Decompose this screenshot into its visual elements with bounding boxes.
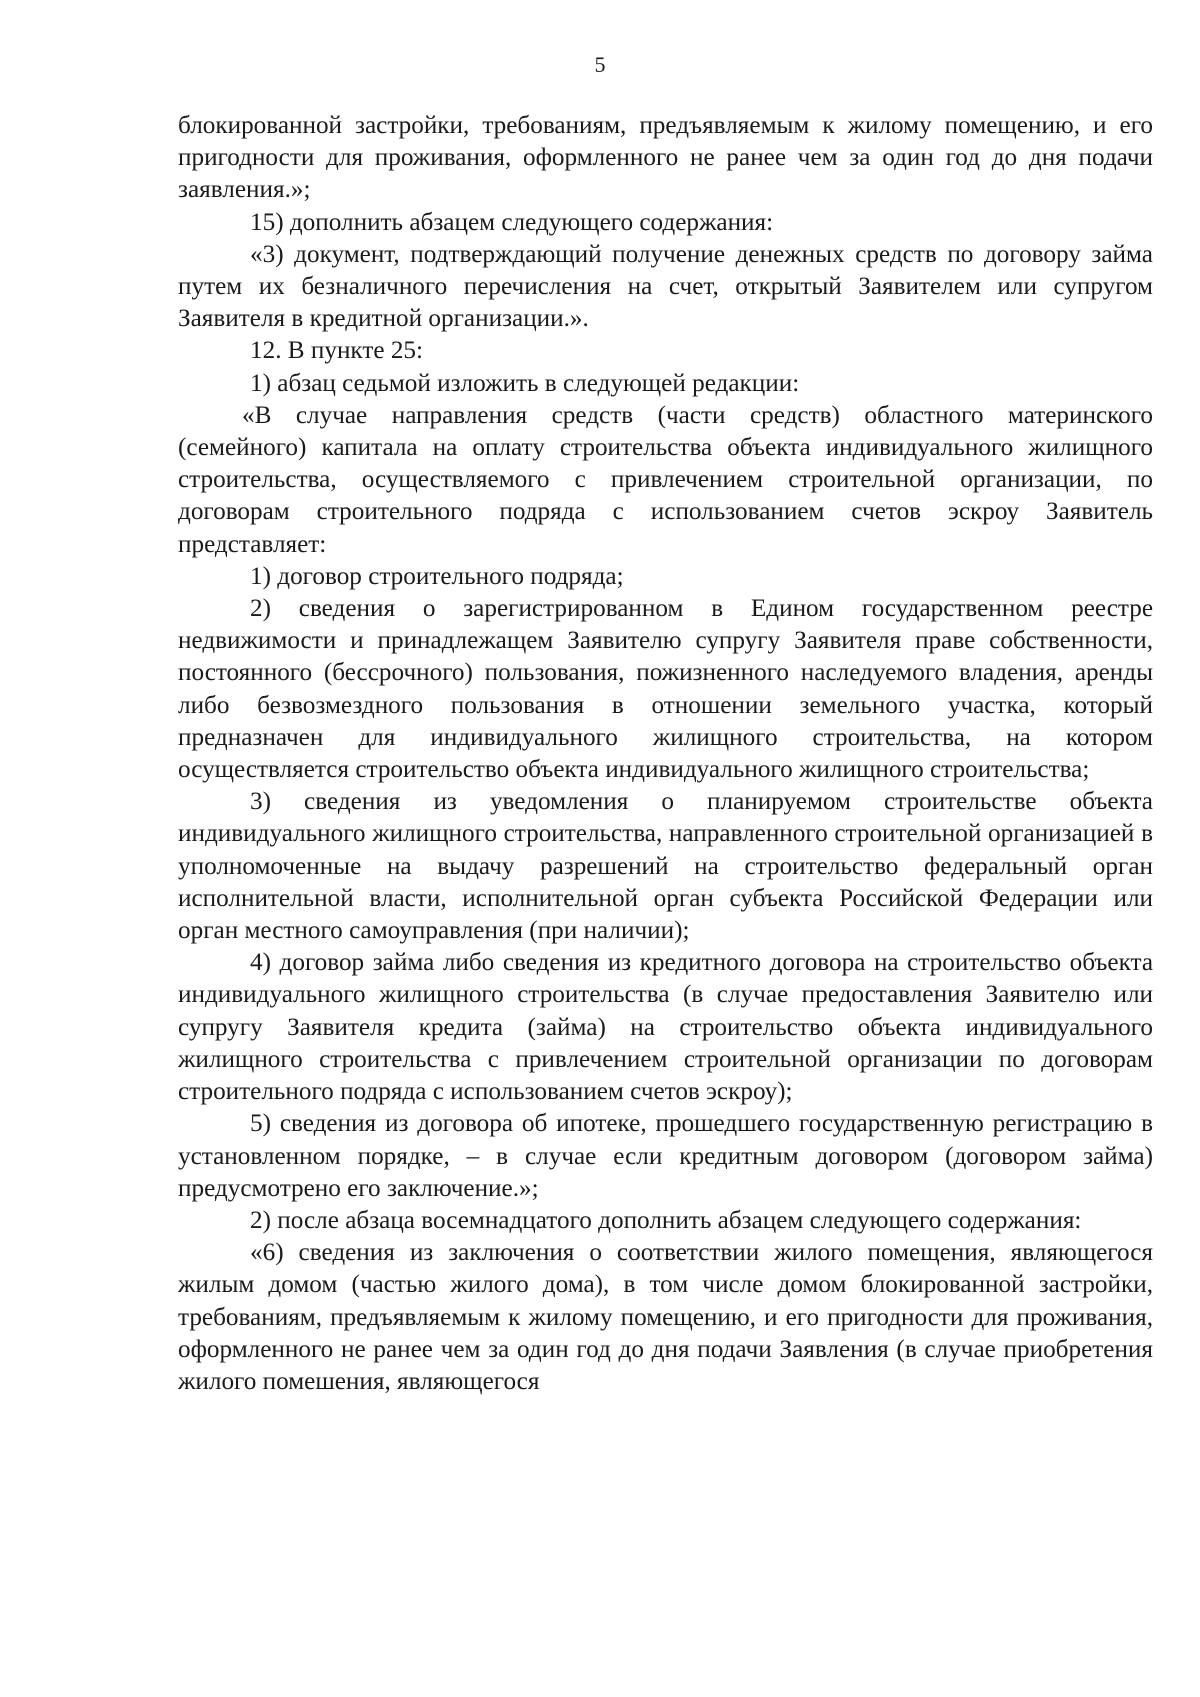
paragraph: 3) сведения из уведомления о планируемом строительстве объекта индивидуального жилищного строительства, направленного строительной организацией в уполномоченные на выдачу разрешений на строительство федеральный орган исполнительной власти, исполнительной орган субъекта Российской Федерации или орган местного самоуправления (при наличии); [178,788,1153,945]
paragraph: 1) абзац седьмой изложить в следующей редакции: [250,369,800,397]
paragraph: 1) договор строительного подряда; [250,562,624,590]
document-body [178,110,1153,1398]
paragraph: 15) дополнить абзацем следующего содержания: [250,208,774,236]
page-number: 5 [594,52,606,77]
paragraph: 4) договор займа либо сведения из кредитного договора на строительство объекта индивидуального жилищного строительства (в случае предоставления Заявителю или супругу Заявителя кредита (займа) на строительство объекта индивидуального жилищного строительства с привлечением строительной организации по договорам строительного подряда с использованием счетов эскроу); [178,949,1153,1106]
paragraph: 5) сведения из договора об ипотеке, прошедшего государственную регистрацию в установленном порядке, – в случае если кредитным договором (договором займа) предусмотрено его заключение.»; [178,1110,1153,1202]
paragraph: 2) после абзаца восемнадцатого дополнить абзацем следующего содержания: [250,1206,1082,1234]
paragraph: 12. В пункте 25: [250,337,424,365]
paragraph: «3) документ, подтверждающий получение денежных средств по договору займа путем их безналичного перечисления на счет, открытый Заявителем или супругом Заявителя в кредитной организации.». [178,240,1153,333]
paragraph: 2) сведения о зарегистрированном в Едином государственном реестре недвижимости и принадлежащем Заявителю супругу Заявителя праве собственности, постоянного (бессрочного) пользования, пожизненного наследуемого владения, аренды либо безвозмездного пользования в отношении земельного участка, который предназначен для индивидуального жилищного строительства, на котором осуществляется строительство объекта индивидуального жилищного строительства; [178,595,1153,784]
paragraph: «6) сведения из заключения о соответствии жилого помещения, являющегося жилым домом (частью жилого дома), в том числе домом блокированной застройки, требованиям, предъявляемым к жилому помещению, и его пригодности для проживания, оформленного не ранее чем за один год до дня подачи Заявления (в случае приобретения жилого помешения, являющегося [178,1239,1153,1395]
paragraph: блокированной застройки, требованиям, предъявляемым к жилому помещению, и его пригодности для проживания, оформленного не ранее чем за один год до дня подачи заявления.»; [178,112,1153,204]
paragraph: «В случае направления средств (части средств) областного материнского (семейного) капитала на оплату строительства объекта индивидуального жилищного строительства, осуществляемого с привлечением строительной организации, по договорам строительного подряда с использованием счетов эскроу Заявитель представляет: [178,401,1153,558]
